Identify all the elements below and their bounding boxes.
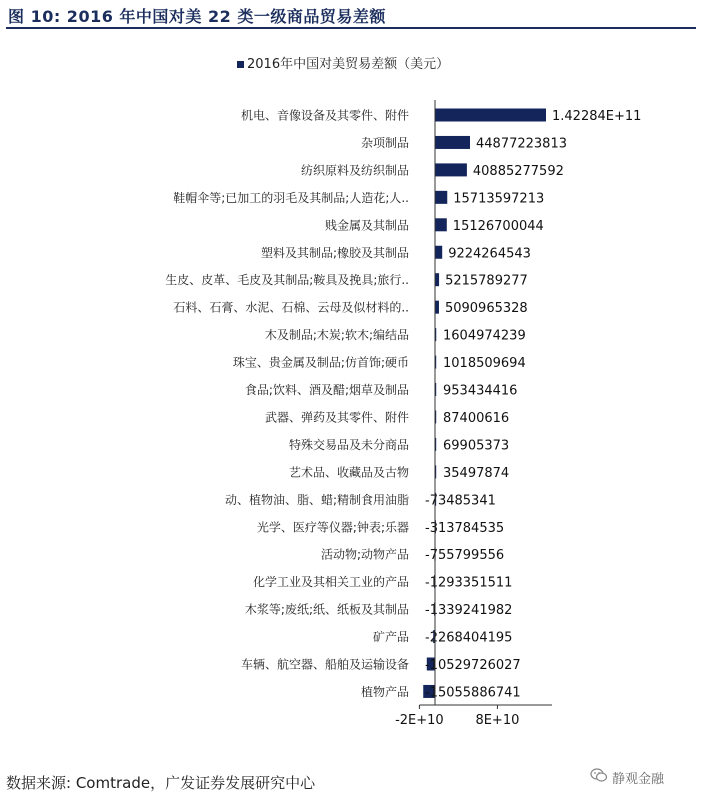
data-label: -2268404195: [425, 630, 513, 646]
bar: [435, 163, 467, 176]
bar: [435, 218, 447, 231]
category-label: 贱金属及其制品: [324, 218, 409, 233]
bar: [435, 136, 470, 149]
data-label: -10529726027: [425, 658, 521, 673]
category-label: 塑料及其制品;橡胶及其制品: [260, 245, 409, 260]
data-label: -1339241982: [425, 603, 513, 619]
bar: [435, 109, 546, 122]
bar: [435, 246, 442, 259]
chart-legend: [237, 56, 449, 72]
x-tick-label: 8E+10: [475, 713, 520, 728]
data-label: 1.42284E+11: [552, 109, 642, 124]
data-label: 9224264543: [448, 246, 531, 262]
category-label: 机电、音像设备及其零件、附件: [240, 108, 409, 123]
wechat-icon: [590, 766, 608, 784]
category-label: 武器、弹药及其零件、附件: [264, 410, 409, 425]
data-label: 15126700044: [452, 218, 544, 234]
category-label: 杂项制品: [360, 135, 409, 150]
data-label: -15055886741: [425, 685, 521, 701]
category-label: 特殊交易品及未分商品: [288, 437, 409, 452]
category-label: 木浆等;废纸;纸、纸板及其制品: [244, 602, 409, 617]
x-tick-label: -2E+10: [395, 713, 444, 728]
category-label: 珠宝、贵金属及制品;仿首饰;硬币: [232, 355, 409, 370]
category-label: 动、植物油、脂、蜡;精制食用油脂: [224, 492, 409, 507]
category-label: 石料、石膏、水泥、石棉、云母及似材料的..: [173, 300, 409, 315]
category-label: 车辆、航空器、船舶及运输设备: [240, 657, 409, 672]
data-labels: [425, 109, 641, 700]
category-label: 植物产品: [360, 684, 409, 699]
category-label: 光学、医疗等仪器;钟表;乐器: [256, 520, 409, 535]
watermark-text: 静观金融: [612, 772, 665, 787]
data-label: 44877223813: [476, 136, 567, 152]
data-label: 1604974239: [443, 328, 526, 344]
category-label: 矿产品: [372, 630, 409, 645]
bar: [435, 191, 447, 204]
legend-swatch: [237, 61, 244, 68]
data-label: 69905373: [443, 438, 510, 454]
category-label: 生皮、皮革、毛皮及其制品;鞍具及挽具;旅行..: [165, 273, 409, 288]
data-label: 35497874: [443, 465, 510, 481]
data-label: 40885277592: [472, 163, 564, 179]
data-label: 5090965328: [444, 301, 528, 317]
data-label: 15713597213: [453, 191, 545, 207]
data-label: 953434416: [443, 383, 518, 399]
data-label: 5215789277: [445, 273, 528, 289]
source-note: 数据来源: Comtrade，广发证券发展研究中心: [6, 774, 316, 792]
data-label: -73485341: [425, 493, 496, 509]
category-labels: [165, 108, 409, 699]
data-label: -1293351511: [425, 575, 513, 591]
data-label: -755799556: [425, 548, 505, 564]
data-label: 1018509694: [443, 356, 526, 372]
category-label: 纺织原料及纺织制品: [300, 163, 409, 178]
figure-title: 图 10: 2016 年中国对美 22 类一级商品贸易差额: [8, 7, 386, 26]
x-axis: [395, 705, 552, 728]
bar: [435, 273, 439, 286]
category-label: 食品;饮料、酒及醋;烟草及制品: [244, 383, 409, 397]
category-label: 鞋帽伞等;已加工的羽毛及其制品;人造花;人..: [173, 190, 409, 205]
category-label: 化学工业及其相关工业的产品: [252, 575, 409, 590]
category-label: 艺术品、收藏品及古物: [288, 465, 409, 480]
bar: [435, 301, 439, 314]
category-label: 活动物;动物产品: [320, 547, 409, 562]
category-label: 木及制品;木炭;软木;编结品: [264, 328, 409, 343]
data-label: 87400616: [443, 410, 510, 426]
legend-label: 2016年中国对美贸易差额（美元）: [247, 57, 450, 72]
data-label: -313784535: [425, 520, 505, 536]
